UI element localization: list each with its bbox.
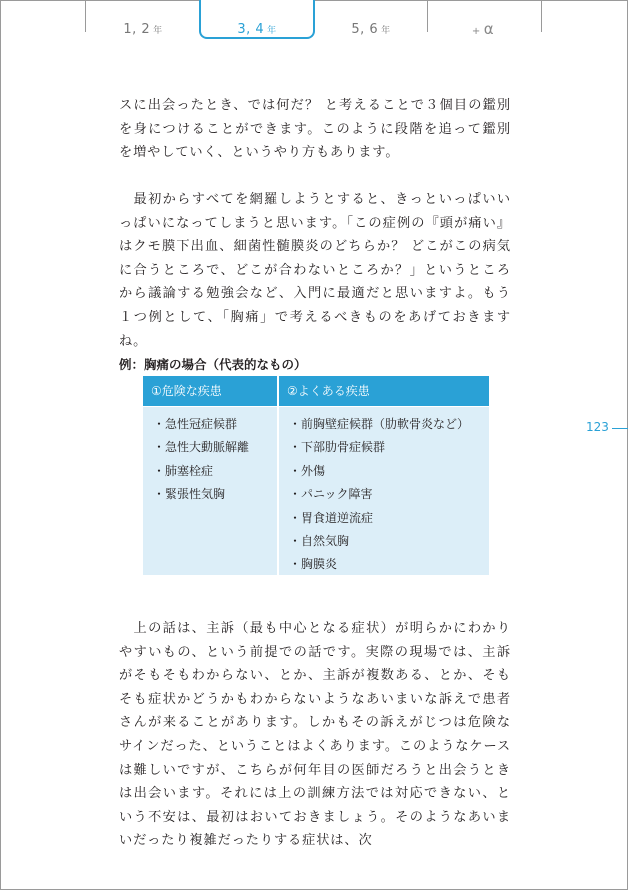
list-item: ・ 胸膜炎 [289,553,489,576]
list-item: ・ 下部肋骨症候群 [289,436,489,459]
page-number: 123 [586,420,609,434]
page-number-rule [612,428,628,429]
list-item: ・ 肺塞栓症 [153,460,277,483]
paragraph-1 [119,94,511,165]
list-item: ・ 自然気胸 [289,530,489,553]
tab-unit: 年 [381,26,391,36]
tab-divider [85,0,86,32]
example-title: 例：胸痛の場合（代表的なもの） [119,357,307,372]
list-item: ・ 急性冠症候群 [153,413,277,436]
column-header-dangerous: ①危険な疾患 [143,376,277,406]
tab-year-3-4[interactable] [202,22,312,37]
list-item: ・ 前胸壁症候群（肋軟骨炎など） [289,413,489,436]
tab-label: 5, 6 [351,22,379,37]
example-table [143,376,489,575]
list-item: ・ 急性大動脈解離 [153,436,277,459]
list-item: ・ 外傷 [289,460,489,483]
list-item: ・ 緊張性気胸 [153,483,277,506]
paragraph-text: 上の話は、主訴（最も中心となる症状）が明らかにわかりやすいもの、という前提での話です。実際の現場では、主訴がそもそもわからない、とか、主訴が複数ある、とか、そもそも症状かどうかもわからないようなあいまいな訴えで患者さんが来ることがあります。しかもその訴えがじつは危険なサインだった、ということはよくあります。このようなケースは難しいですが、こちらが何年目の医師だろうと出会うときは出会います。それには上の訓練方法では対応できない、という不安は、最初はおいておきましょう。そのようなあいまいだったり複雑だったりする症状は、次 [119,621,511,849]
tab-label: 3, 4 [237,22,265,37]
tab-year-1-2[interactable] [88,22,198,37]
tab-plus-alpha[interactable] [428,20,538,38]
paragraph-3 [119,617,511,853]
list-item: ・ パニック障害 [289,483,489,506]
column-dangerous [143,407,277,575]
paragraph-text: スに出会ったとき、では何だ？ と考えることで３個目の鑑別を身につけることができます。このように段階を追って鑑別を増やしていく、というやり方もあります。 [119,98,511,161]
paragraph-text: 最初からすべてを網羅しようとすると、きっといっぱいいっぱいになってしまうと思います。「この症例の『頭が痛い』はクモ膜下出血、細菌性髄膜炎のどちらか？ どこがこの病気に合うところで、どこが合わないところか？」というところから議論する勉強会など、入門に最適だと思いますよ。もう１つ例として、「胸痛」で考えるべきものをあげておきますね。 [119,192,511,349]
tab-label: 1, 2 [123,22,151,37]
list-item: ・ 胃食道逆流症 [289,507,489,530]
tab-unit: 年 [267,26,277,36]
tab-year-5-6[interactable] [316,22,426,37]
tab-divider [541,0,542,32]
column-header-common: ②よくある疾患 [279,376,489,406]
paragraph-2 [119,188,511,353]
column-common [279,407,489,575]
plus-icon: + [471,26,481,37]
tab-unit: 年 [153,26,163,36]
alpha-icon: α [483,20,495,38]
